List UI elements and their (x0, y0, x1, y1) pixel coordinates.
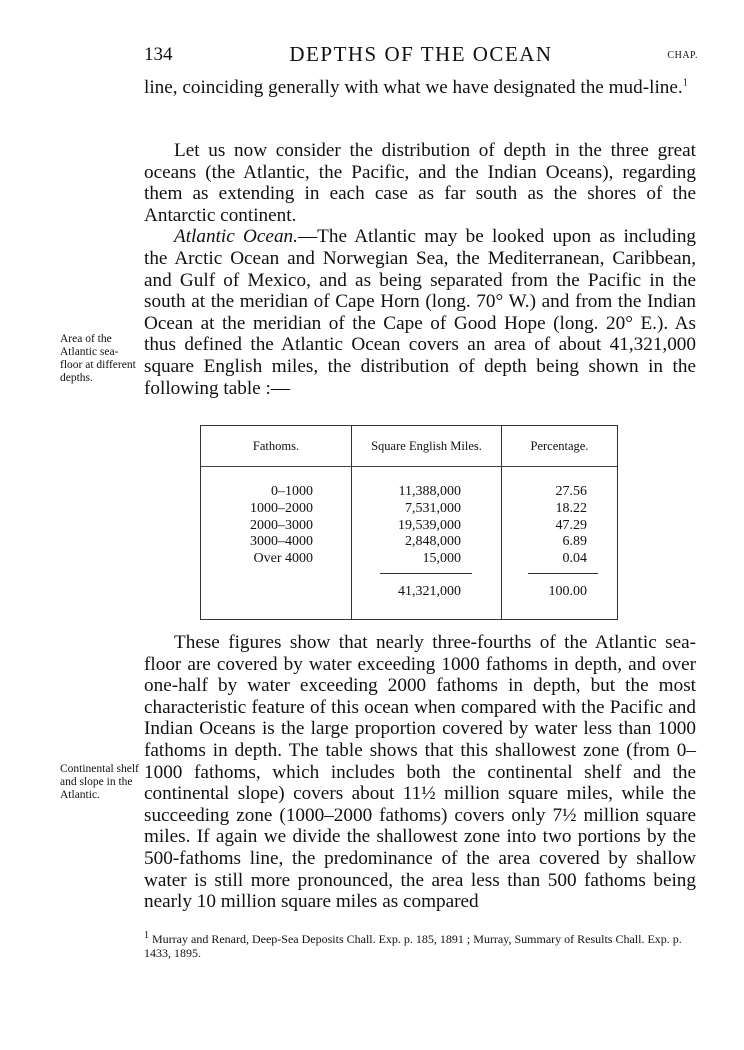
table-cell: 3000–4000 (250, 534, 313, 550)
oceans-text: Let us now consider the distribution of depth in the three great oceans (the Atlantic, the Pacific, and the Indian Oceans), regarding them as extending in each case as far south as the shores of the Antarctic continent. (144, 140, 696, 226)
table-cell: 11,388,000 (398, 484, 461, 499)
footnote-text: Murray and Renard, Deep-Sea Deposits Chall. Exp. p. 185, 1891 ; Murray, Summary of Results Chall. Exp. p. 1433, 1895. (144, 932, 682, 960)
percentage-cells (502, 484, 587, 568)
table-cell: 6.89 (562, 534, 587, 550)
table-cell: 27.56 (555, 484, 587, 499)
miles-column (352, 426, 501, 619)
fathoms-cells (201, 484, 313, 568)
total-percentage: 100.00 (548, 584, 587, 599)
footnote-marker: 1 (144, 930, 149, 941)
table-cell: 15,000 (422, 551, 461, 567)
footnote-ref: 1 (682, 77, 688, 89)
paragraph-oceans (144, 140, 696, 399)
percentage-column (502, 426, 617, 619)
footnote (144, 930, 700, 960)
sum-rule (528, 573, 598, 574)
table-cell: 2,848,000 (405, 534, 461, 550)
atlantic-text: —The Atlantic may be looked upon as including the Arctic Ocean and Norwegian Sea, the Mediterranean, Caribbean, and Gulf of Mexico, and as being separated from the Pacific in the south at the meridian of Cape Horn (long. 70° W.) and from the Indian Ocean at the meridian of the Cape of Good Hope (long. 20° E.). As thus defined the Atlantic Ocean covers an area of about 41,321,000 square English miles, the distribution of depth being shown in the following table :— (144, 226, 697, 399)
header-percentage: Percentage. (530, 439, 589, 453)
table-cell: Over 4000 (253, 551, 313, 567)
table-cell: 47.29 (555, 517, 587, 533)
table-cell: 0.04 (562, 551, 587, 567)
paragraph-after-table (144, 632, 696, 913)
sum-rule (380, 573, 472, 574)
chapter-label: CHAP. (667, 50, 698, 61)
miles-cells (352, 484, 461, 568)
table-cell: 7,531,000 (405, 500, 461, 516)
header-fathoms: Fathoms. (252, 439, 300, 453)
table-cell: 0–1000 (271, 484, 313, 499)
total-miles: 41,321,000 (398, 584, 461, 599)
after-table-text: These figures show that nearly three-fourths of the Atlantic sea-floor are covered by water exceeding 1000 fathoms in depth, and over one-half by water exceeding 2000 fathoms in depth, but the most characteristic feature of this ocean when compared with the Pacific and Indian Oceans is the large proportion covered by water less than 1000 fathoms in depth. The table shows that this shallowest zone (from 0–1000 fathoms, which includes both the continental shelf and the continental slope) covers about 11½ million square miles, while the succeeding zone (1000–2000 fathoms) covers only 7½ million square miles. If again we divide the shallowest zone into two portions by the 500-fathoms line, the predominance of the area covered by shallow water is still more pronounced, the area less than 500 fathoms being nearly 10 million square miles as compared (144, 632, 696, 913)
margin-note-shelf: Continental shelf and slope in the Atlantic. (60, 763, 139, 801)
table-cell: 18.22 (555, 500, 587, 516)
page-number: 134 (144, 44, 173, 65)
page-title: DEPTHS OF THE OCEAN (289, 42, 553, 66)
depth-table (200, 425, 618, 620)
paragraph-intro (144, 77, 696, 99)
margin-note-area: Area of the Atlantic sea-floor at different depths. (60, 333, 136, 384)
header-miles: Square English Miles. (371, 439, 482, 453)
table-cell: 19,539,000 (398, 517, 461, 533)
fathoms-column (201, 426, 351, 619)
running-head (144, 42, 698, 70)
atlantic-heading: Atlantic Ocean. (174, 226, 298, 248)
intro-text: line, coinciding generally with what we have designated the mud-line. (144, 77, 683, 98)
table-cell: 2000–3000 (250, 517, 313, 533)
table-cell: 1000–2000 (250, 500, 313, 516)
